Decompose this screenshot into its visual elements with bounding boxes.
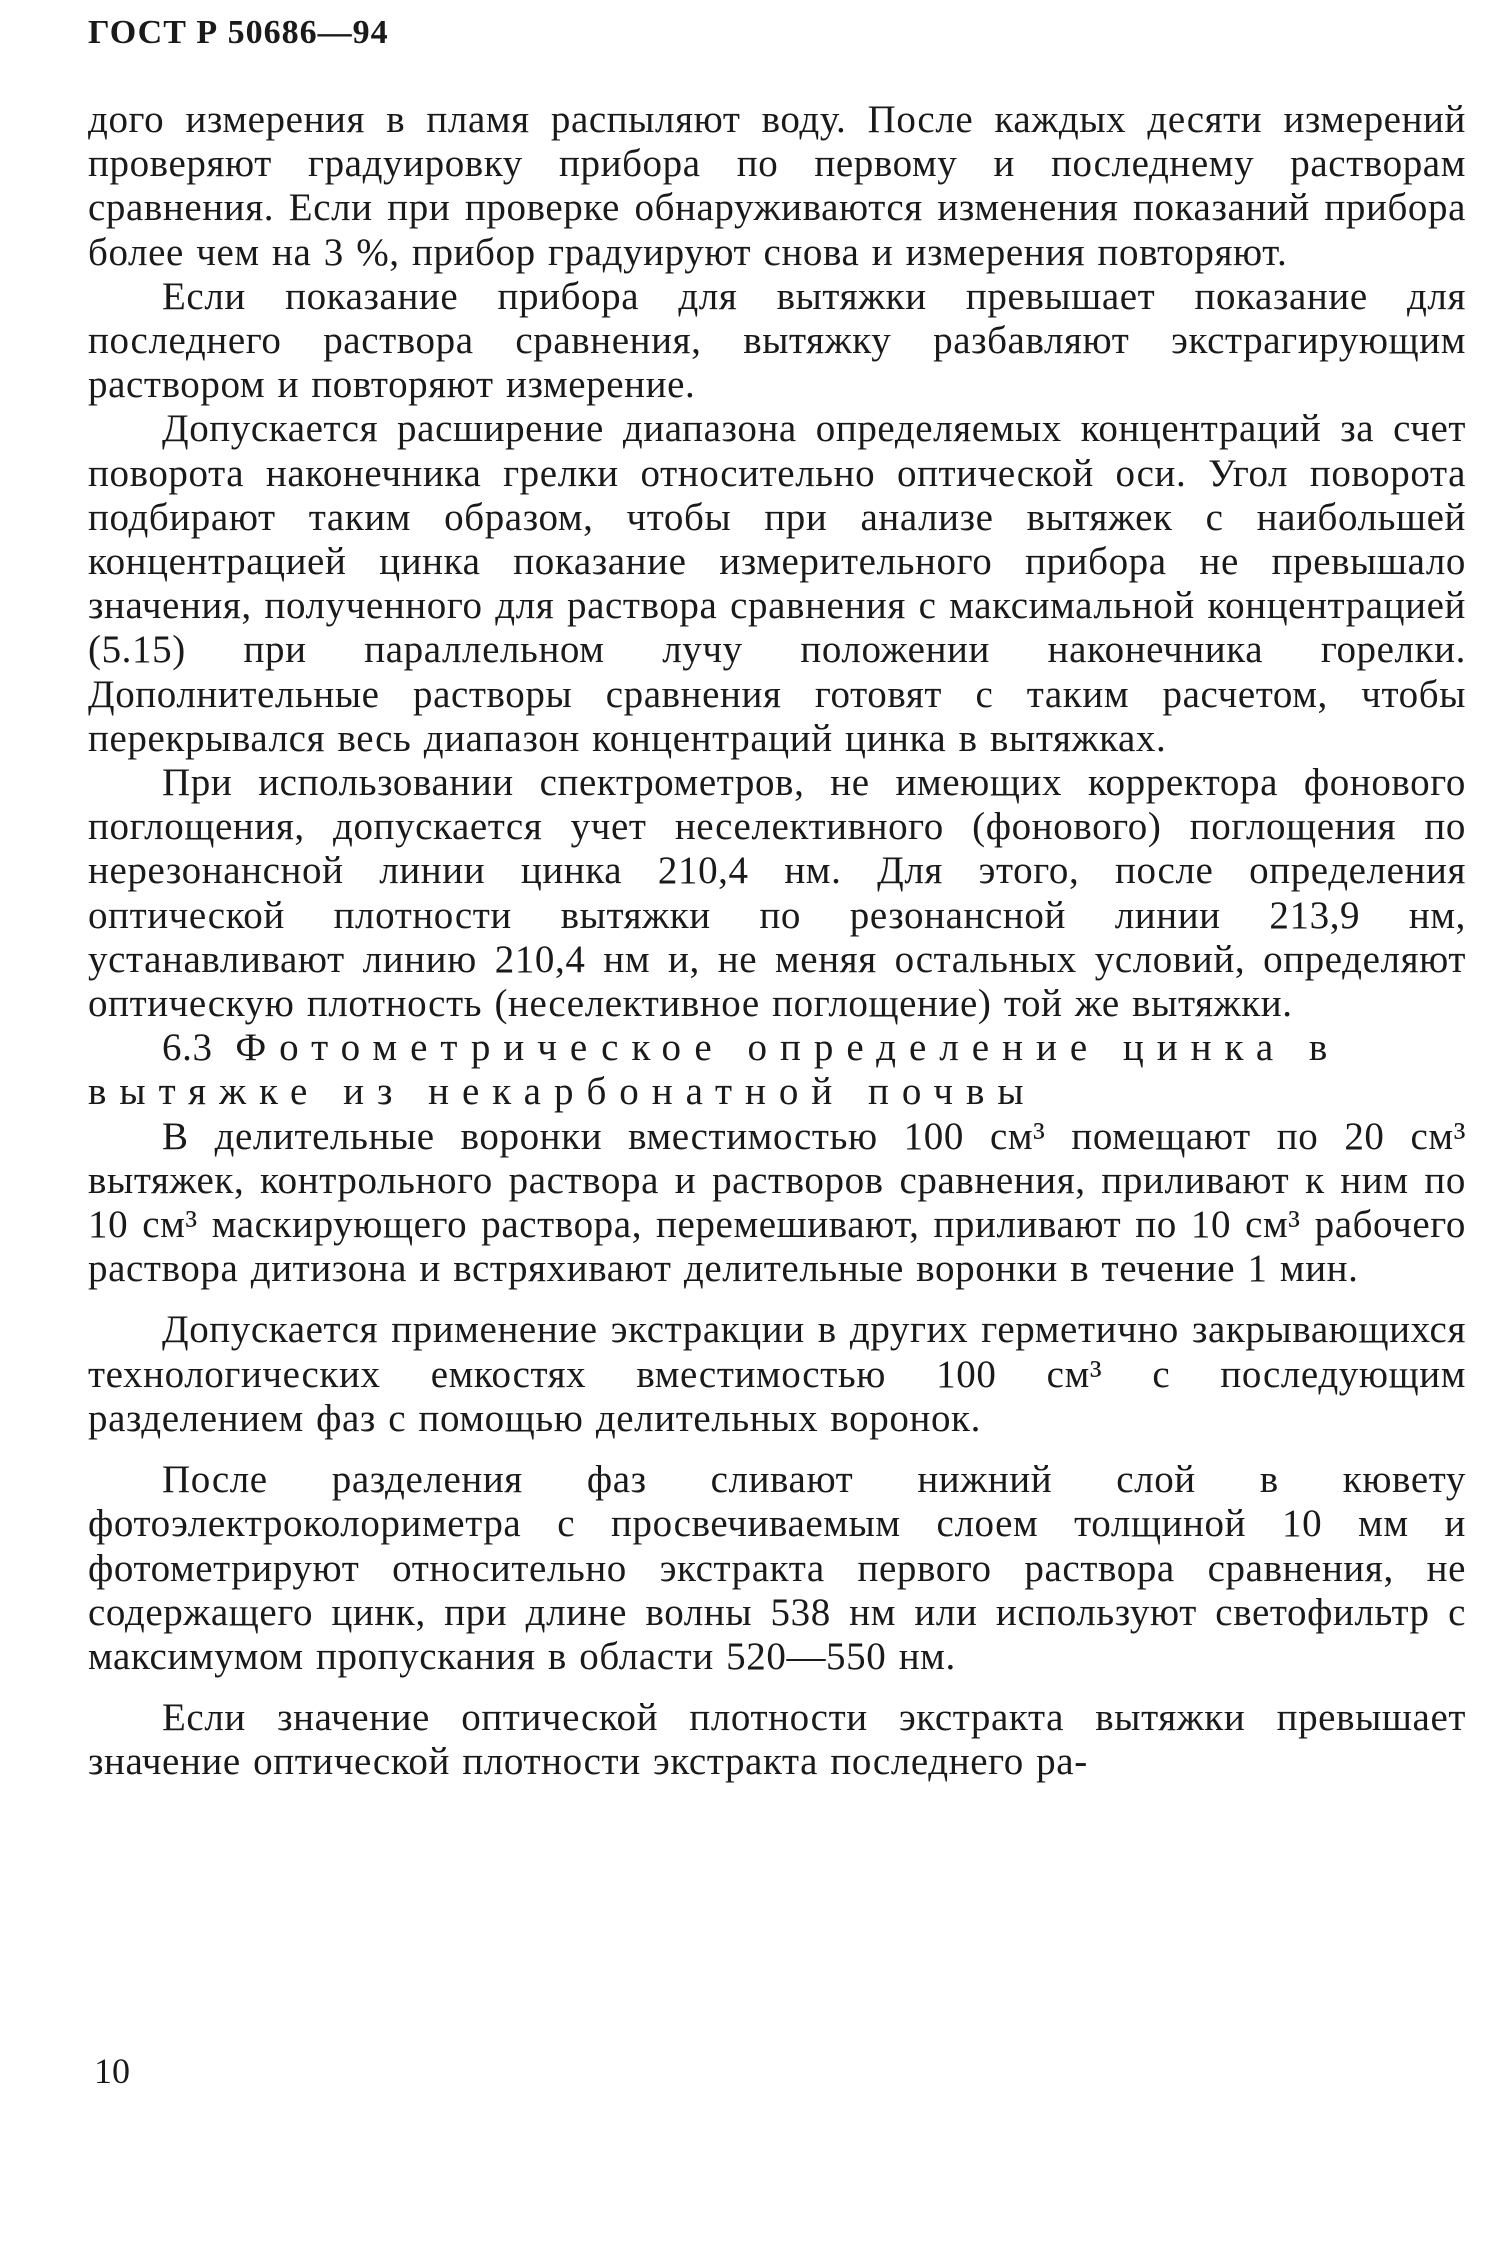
section-heading bbox=[88, 1026, 1466, 1114]
paragraph-continued: Если значение оптической плотности экстракта вытяжки превышает значение оптической плотности экстракта последнего ра- bbox=[88, 1696, 1466, 1784]
page-body bbox=[88, 98, 1466, 1785]
paragraph: Допускается применение экстракции в других герметично закрывающихся технологических емкостях вместимостью 100 см³ с последующим разделением фаз с помощью делительных воронок. bbox=[88, 1308, 1466, 1440]
paragraph: При использовании спектрометров, не имеющих корректора фонового поглощения, допускается учет неселективного (фонового) поглощения по нерезонансной линии цинка 210,4 нм. Для этого, после определения оптической плотности вытяжки по резонансной линии 213,9 нм, устанавливают линию 210,4 нм и, не меняя остальных условий, определяют оптическую плотность (неселективное поглощение) той же вытяжки. bbox=[88, 761, 1466, 1026]
paragraph: После разделения фаз сливают нижний слой в кювету фотоэлектроколориметра с просвечиваемым слоем толщиной 10 мм и фотометрируют относительно экстракта первого раствора сравнения, не содержащего цинк, при длине волны 538 нм или используют светофильтр с максимумом пропускания в области 520—550 нм. bbox=[88, 1458, 1466, 1678]
paragraph-continuation: дого измерения в пламя распыляют воду. После каждых десяти измерений проверяют градуировку прибора по первому и последнему растворам сравнения. Если при проверке обнаруживаются изменения показаний прибора более чем на 3 %, прибор градуируют снова и измерения повторяют. bbox=[88, 98, 1466, 274]
section-number: 6.3 bbox=[162, 1026, 213, 1070]
document-header: ГОСТ Р 50686—94 bbox=[88, 14, 389, 51]
page-number: 10 bbox=[94, 2051, 130, 2091]
paragraph: Допускается расширение диапазона определяемых концентраций за счет поворота наконечника грелки относительно оптической оси. Угол поворота подбирают таким образом, чтобы при анализе вытяжек с наибольшей концентрацией цинка показание измерительного прибора не превышало значения, полученного для раствора сравнения с максимальной концентрацией (5.15) при параллельном лучу положении наконечника горелки. Дополнительные растворы сравнения готовят с таким расчетом, чтобы перекрывался весь диапазон концентраций цинка в вытяжках. bbox=[88, 407, 1466, 760]
paragraph: Если показание прибора для вытяжки превышает показание для последнего раствора сравнения, вытяжку разбавляют экстрагирующим раствором и повторяют измерение. bbox=[88, 274, 1466, 407]
section-title: Фотометрическое определение цинка в вытяжке из некарбонатной почвы bbox=[88, 1026, 1341, 1114]
paragraph: В делительные воронки вместимостью 100 см³ помещают по 20 см³ вытяжек, контрольного раствора и растворов сравнения, приливают к ним по 10 см³ маскирующего раствора, перемешивают, приливают по 10 см³ рабочего раствора дитизона и встряхивают делительные воронки в течение 1 мин. bbox=[88, 1114, 1466, 1291]
